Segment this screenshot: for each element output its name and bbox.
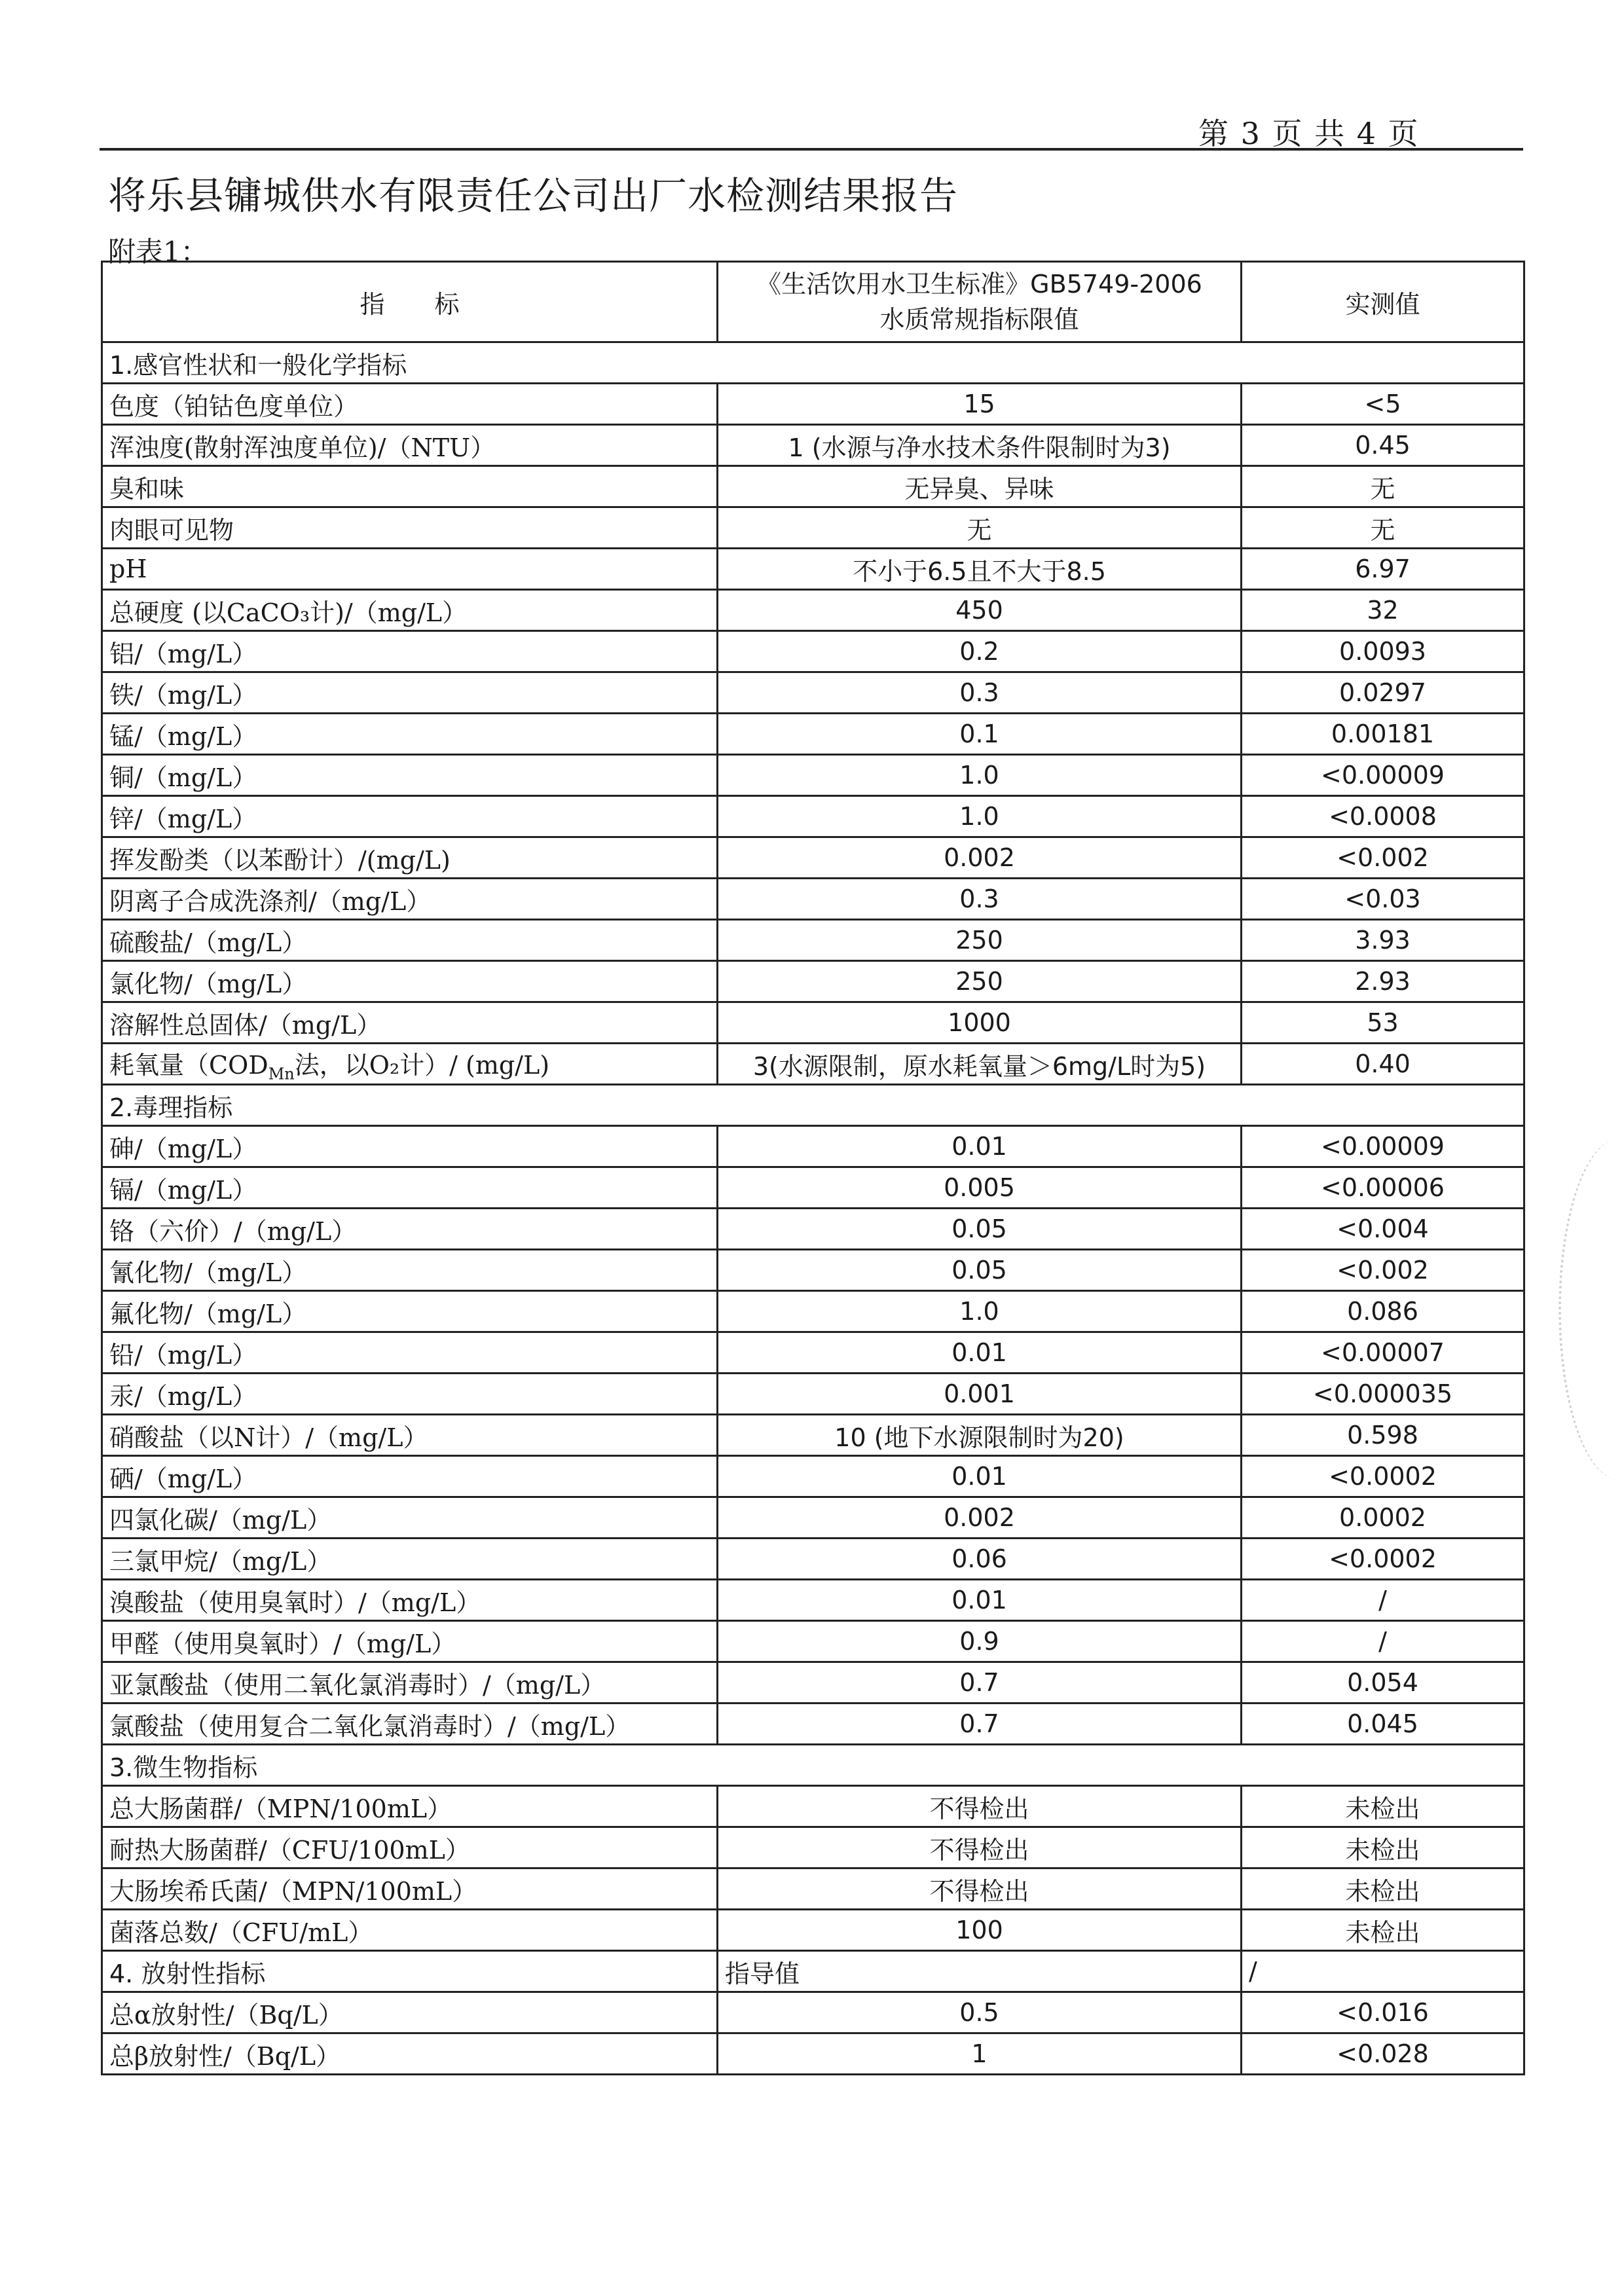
indicator-name: 肉眼可见物 bbox=[102, 507, 718, 549]
indicator-name: 铁/（mg/L） bbox=[102, 672, 718, 714]
indicator-name: 耐热大肠菌群/（CFU/100mL） bbox=[102, 1827, 718, 1868]
table-row bbox=[102, 1580, 1524, 1621]
measured-value: 0.086 bbox=[1242, 1291, 1524, 1332]
table-row bbox=[102, 1002, 1524, 1044]
indicator-name: 铅/（mg/L） bbox=[102, 1332, 718, 1374]
indicator-name: 溴酸盐（使用臭氧时）/（mg/L） bbox=[102, 1580, 718, 1621]
standard-limit: 1000 bbox=[718, 1002, 1242, 1044]
standard-limit: 0.01 bbox=[718, 1456, 1242, 1497]
indicator-name: 硒/（mg/L） bbox=[102, 1456, 718, 1497]
measured-value: 3.93 bbox=[1242, 920, 1524, 961]
table-row bbox=[102, 1374, 1524, 1415]
measured-value: <0.0002 bbox=[1242, 1456, 1524, 1497]
section-limit: 指导值 bbox=[718, 1951, 1242, 1992]
table-body bbox=[102, 262, 1524, 2075]
standard-limit: 0.2 bbox=[718, 631, 1242, 672]
measured-value: 0.00181 bbox=[1242, 714, 1524, 755]
standard-limit: 0.002 bbox=[718, 837, 1242, 879]
header-standard bbox=[718, 262, 1242, 342]
table-row bbox=[102, 425, 1524, 466]
section-title: 4. 放射性指标 bbox=[102, 1951, 718, 1992]
measured-value: <0.03 bbox=[1242, 879, 1524, 920]
indicator-name: 溶解性总固体/（mg/L） bbox=[102, 1002, 718, 1044]
indicator-name: 浑浊度(散射浑浊度单位)/（NTU） bbox=[102, 425, 718, 466]
header-measured: 实测值 bbox=[1242, 262, 1524, 342]
table-row bbox=[102, 879, 1524, 920]
measured-value: 未检出 bbox=[1242, 1827, 1524, 1868]
measured-value: <0.000035 bbox=[1242, 1374, 1524, 1415]
standard-limit: 1.0 bbox=[718, 1291, 1242, 1332]
standard-limit: 450 bbox=[718, 590, 1242, 631]
measured-value: <5 bbox=[1242, 384, 1524, 425]
table-row bbox=[102, 1497, 1524, 1539]
indicator-name: 铜/（mg/L） bbox=[102, 755, 718, 796]
measured-value: <0.028 bbox=[1242, 2033, 1524, 2075]
table-header-row bbox=[102, 262, 1524, 342]
indicator-name: 锰/（mg/L） bbox=[102, 714, 718, 755]
measured-value: / bbox=[1242, 1621, 1524, 1662]
indicator-name: 总硬度 (以CaCO₃计)/（mg/L） bbox=[102, 590, 718, 631]
standard-limit: 0.001 bbox=[718, 1374, 1242, 1415]
measured-value: <0.00009 bbox=[1242, 1126, 1524, 1167]
indicator-name: 大肠埃希氏菌/（MPN/100mL） bbox=[102, 1868, 718, 1910]
table-row bbox=[102, 1332, 1524, 1374]
table-row bbox=[102, 714, 1524, 755]
standard-limit: 0.01 bbox=[718, 1332, 1242, 1374]
standard-limit: 不得检出 bbox=[718, 1786, 1242, 1827]
table-row bbox=[102, 1704, 1524, 1745]
indicator-name: 挥发酚类（以苯酚计）/(mg/L) bbox=[102, 837, 718, 879]
table-row bbox=[102, 920, 1524, 961]
indicator-name: 亚氯酸盐（使用二氧化氯消毒时）/（mg/L） bbox=[102, 1662, 718, 1704]
section-title: 3.微生物指标 bbox=[102, 1745, 1524, 1786]
table-row bbox=[102, 796, 1524, 837]
table-row bbox=[102, 2033, 1524, 2075]
table-row bbox=[102, 837, 1524, 879]
table-row bbox=[102, 1167, 1524, 1209]
standard-limit: 1.0 bbox=[718, 755, 1242, 796]
standard-limit: 无 bbox=[718, 507, 1242, 549]
measured-value: 0.0093 bbox=[1242, 631, 1524, 672]
table-row bbox=[102, 631, 1524, 672]
indicator-name: 锌/（mg/L） bbox=[102, 796, 718, 837]
annex-label: 附表1： bbox=[108, 236, 208, 268]
table-row bbox=[102, 507, 1524, 549]
stamp-fragment bbox=[1559, 1139, 1624, 1480]
section-title: 2.毒理指标 bbox=[102, 1085, 1524, 1126]
measured-value: 32 bbox=[1242, 590, 1524, 631]
table-row bbox=[102, 1291, 1524, 1332]
measured-value: 0.045 bbox=[1242, 1704, 1524, 1745]
table-row bbox=[102, 1910, 1524, 1951]
standard-limit: 15 bbox=[718, 384, 1242, 425]
measured-value: / bbox=[1242, 1580, 1524, 1621]
standard-limit: 100 bbox=[718, 1910, 1242, 1951]
table-row bbox=[102, 1044, 1524, 1085]
indicator-name: 耗氧量（$COD_{Mn}$法，以O₂计）/ (mg/L) bbox=[102, 1044, 718, 1085]
table-row bbox=[102, 1621, 1524, 1662]
table-row bbox=[102, 1415, 1524, 1456]
indicator-name: 菌落总数/（CFU/mL） bbox=[102, 1910, 718, 1951]
section-value: / bbox=[1242, 1951, 1524, 1992]
measured-value: 6.97 bbox=[1242, 549, 1524, 590]
measured-value: 53 bbox=[1242, 1002, 1524, 1044]
standard-limit: 不小于6.5且不大于8.5 bbox=[718, 549, 1242, 590]
standard-limit: 1.0 bbox=[718, 796, 1242, 837]
measured-value: <0.016 bbox=[1242, 1992, 1524, 2033]
standard-limit: 0.5 bbox=[718, 1992, 1242, 2033]
standard-limit: 0.06 bbox=[718, 1539, 1242, 1580]
section-title: 1.感官性状和一般化学指标 bbox=[102, 342, 1524, 384]
standard-limit: 不得检出 bbox=[718, 1827, 1242, 1868]
measured-value: <0.0002 bbox=[1242, 1539, 1524, 1580]
table-row bbox=[102, 384, 1524, 425]
section-row bbox=[102, 1085, 1524, 1126]
header-rule bbox=[100, 148, 1523, 151]
measured-value: 0.0002 bbox=[1242, 1497, 1524, 1539]
indicator-name: 甲醛（使用臭氧时）/（mg/L） bbox=[102, 1621, 718, 1662]
section-row bbox=[102, 1951, 1524, 1992]
standard-limit: 0.9 bbox=[718, 1621, 1242, 1662]
measured-value: 0.45 bbox=[1242, 425, 1524, 466]
standard-limit: 不得检出 bbox=[718, 1868, 1242, 1910]
measured-value: <0.00007 bbox=[1242, 1332, 1524, 1374]
standard-limit: 0.7 bbox=[718, 1662, 1242, 1704]
table-row bbox=[102, 1992, 1524, 2033]
indicator-name: 硫酸盐/（mg/L） bbox=[102, 920, 718, 961]
indicator-name: 镉/（mg/L） bbox=[102, 1167, 718, 1209]
measured-value: 0.0297 bbox=[1242, 672, 1524, 714]
standard-limit: 1 (水源与净水技术条件限制时为3) bbox=[718, 425, 1242, 466]
indicator-name: 铬（六价）/（mg/L） bbox=[102, 1209, 718, 1250]
measured-value: <0.002 bbox=[1242, 837, 1524, 879]
table-row bbox=[102, 1786, 1524, 1827]
table-row bbox=[102, 1126, 1524, 1167]
indicator-name: 四氯化碳/（mg/L） bbox=[102, 1497, 718, 1539]
indicator-name: 氟化物/（mg/L） bbox=[102, 1291, 718, 1332]
subscript-mn: Mn bbox=[268, 1065, 295, 1084]
indicator-name: pH bbox=[102, 549, 718, 590]
standard-limit: 10 (地下水源限制时为20) bbox=[718, 1415, 1242, 1456]
table-row bbox=[102, 1209, 1524, 1250]
indicator-name: 三氯甲烷/（mg/L） bbox=[102, 1539, 718, 1580]
indicator-name: 硝酸盐（以N计）/（mg/L） bbox=[102, 1415, 718, 1456]
standard-limit: 250 bbox=[718, 961, 1242, 1002]
standard-limit: 0.05 bbox=[718, 1250, 1242, 1291]
indicator-name: 阴离子合成洗涤剂/（mg/L） bbox=[102, 879, 718, 920]
standard-limit: 无异臭、异味 bbox=[718, 466, 1242, 507]
indicator-name: 总β放射性/（Bq/L） bbox=[102, 2033, 718, 2075]
standard-limit: 0.3 bbox=[718, 672, 1242, 714]
measured-value: <0.002 bbox=[1242, 1250, 1524, 1291]
measured-value: <0.00009 bbox=[1242, 755, 1524, 796]
standard-limit: 0.002 bbox=[718, 1497, 1242, 1539]
table-row bbox=[102, 1827, 1524, 1868]
measured-value: 未检出 bbox=[1242, 1868, 1524, 1910]
measured-value: <0.004 bbox=[1242, 1209, 1524, 1250]
water-quality-table bbox=[101, 261, 1525, 2075]
table-row bbox=[102, 672, 1524, 714]
table-row bbox=[102, 1250, 1524, 1291]
standard-limit: 250 bbox=[718, 920, 1242, 961]
measured-value: <0.0008 bbox=[1242, 796, 1524, 837]
standard-limit: 0.3 bbox=[718, 879, 1242, 920]
table-row bbox=[102, 1456, 1524, 1497]
table-row bbox=[102, 961, 1524, 1002]
standard-limit: 0.7 bbox=[718, 1704, 1242, 1745]
table-row bbox=[102, 1868, 1524, 1910]
measured-value: 未检出 bbox=[1242, 1786, 1524, 1827]
header-indicator: 指 标 bbox=[102, 262, 718, 342]
measured-value: 无 bbox=[1242, 466, 1524, 507]
standard-limit: 1 bbox=[718, 2033, 1242, 2075]
standard-limit: 3(水源限制，原水耗氧量＞6mg/L时为5) bbox=[718, 1044, 1242, 1085]
indicator-name: 氯化物/（mg/L） bbox=[102, 961, 718, 1002]
standard-limit: 0.01 bbox=[718, 1580, 1242, 1621]
header-standard-line2: 水质常规指标限值 bbox=[879, 305, 1079, 334]
measured-value: 0.054 bbox=[1242, 1662, 1524, 1704]
page-indicator: 第 3 页 共 4 页 bbox=[1198, 116, 1420, 151]
indicator-name: 氯酸盐（使用复合二氧化氯消毒时）/（mg/L） bbox=[102, 1704, 718, 1745]
section-row bbox=[102, 1745, 1524, 1786]
table-row bbox=[102, 755, 1524, 796]
table-row bbox=[102, 1539, 1524, 1580]
table-row bbox=[102, 549, 1524, 590]
table-row bbox=[102, 590, 1524, 631]
measured-value: 无 bbox=[1242, 507, 1524, 549]
standard-limit: 0.1 bbox=[718, 714, 1242, 755]
standard-limit: 0.01 bbox=[718, 1126, 1242, 1167]
section-row bbox=[102, 342, 1524, 384]
standard-limit: 0.005 bbox=[718, 1167, 1242, 1209]
measured-value: 0.598 bbox=[1242, 1415, 1524, 1456]
indicator-name: 臭和味 bbox=[102, 466, 718, 507]
table-row bbox=[102, 466, 1524, 507]
measured-value: 0.40 bbox=[1242, 1044, 1524, 1085]
indicator-name: 汞/（mg/L） bbox=[102, 1374, 718, 1415]
measured-value: <0.00006 bbox=[1242, 1167, 1524, 1209]
indicator-name: 色度（铂钴色度单位） bbox=[102, 384, 718, 425]
measured-value: 未检出 bbox=[1242, 1910, 1524, 1951]
standard-limit: 0.05 bbox=[718, 1209, 1242, 1250]
indicator-name: 铝/（mg/L） bbox=[102, 631, 718, 672]
indicator-name: 总α放射性/（Bq/L） bbox=[102, 1992, 718, 2033]
report-title: 将乐县镛城供水有限责任公司出厂水检测结果报告 bbox=[108, 173, 959, 218]
indicator-name: 总大肠菌群/（MPN/100mL） bbox=[102, 1786, 718, 1827]
table-row bbox=[102, 1662, 1524, 1704]
measured-value: 2.93 bbox=[1242, 961, 1524, 1002]
indicator-name: 氰化物/（mg/L） bbox=[102, 1250, 718, 1291]
indicator-name: 砷/（mg/L） bbox=[102, 1126, 718, 1167]
header-standard-line1: 《生活饮用水卫生标准》GB5749-2006 bbox=[756, 270, 1202, 299]
